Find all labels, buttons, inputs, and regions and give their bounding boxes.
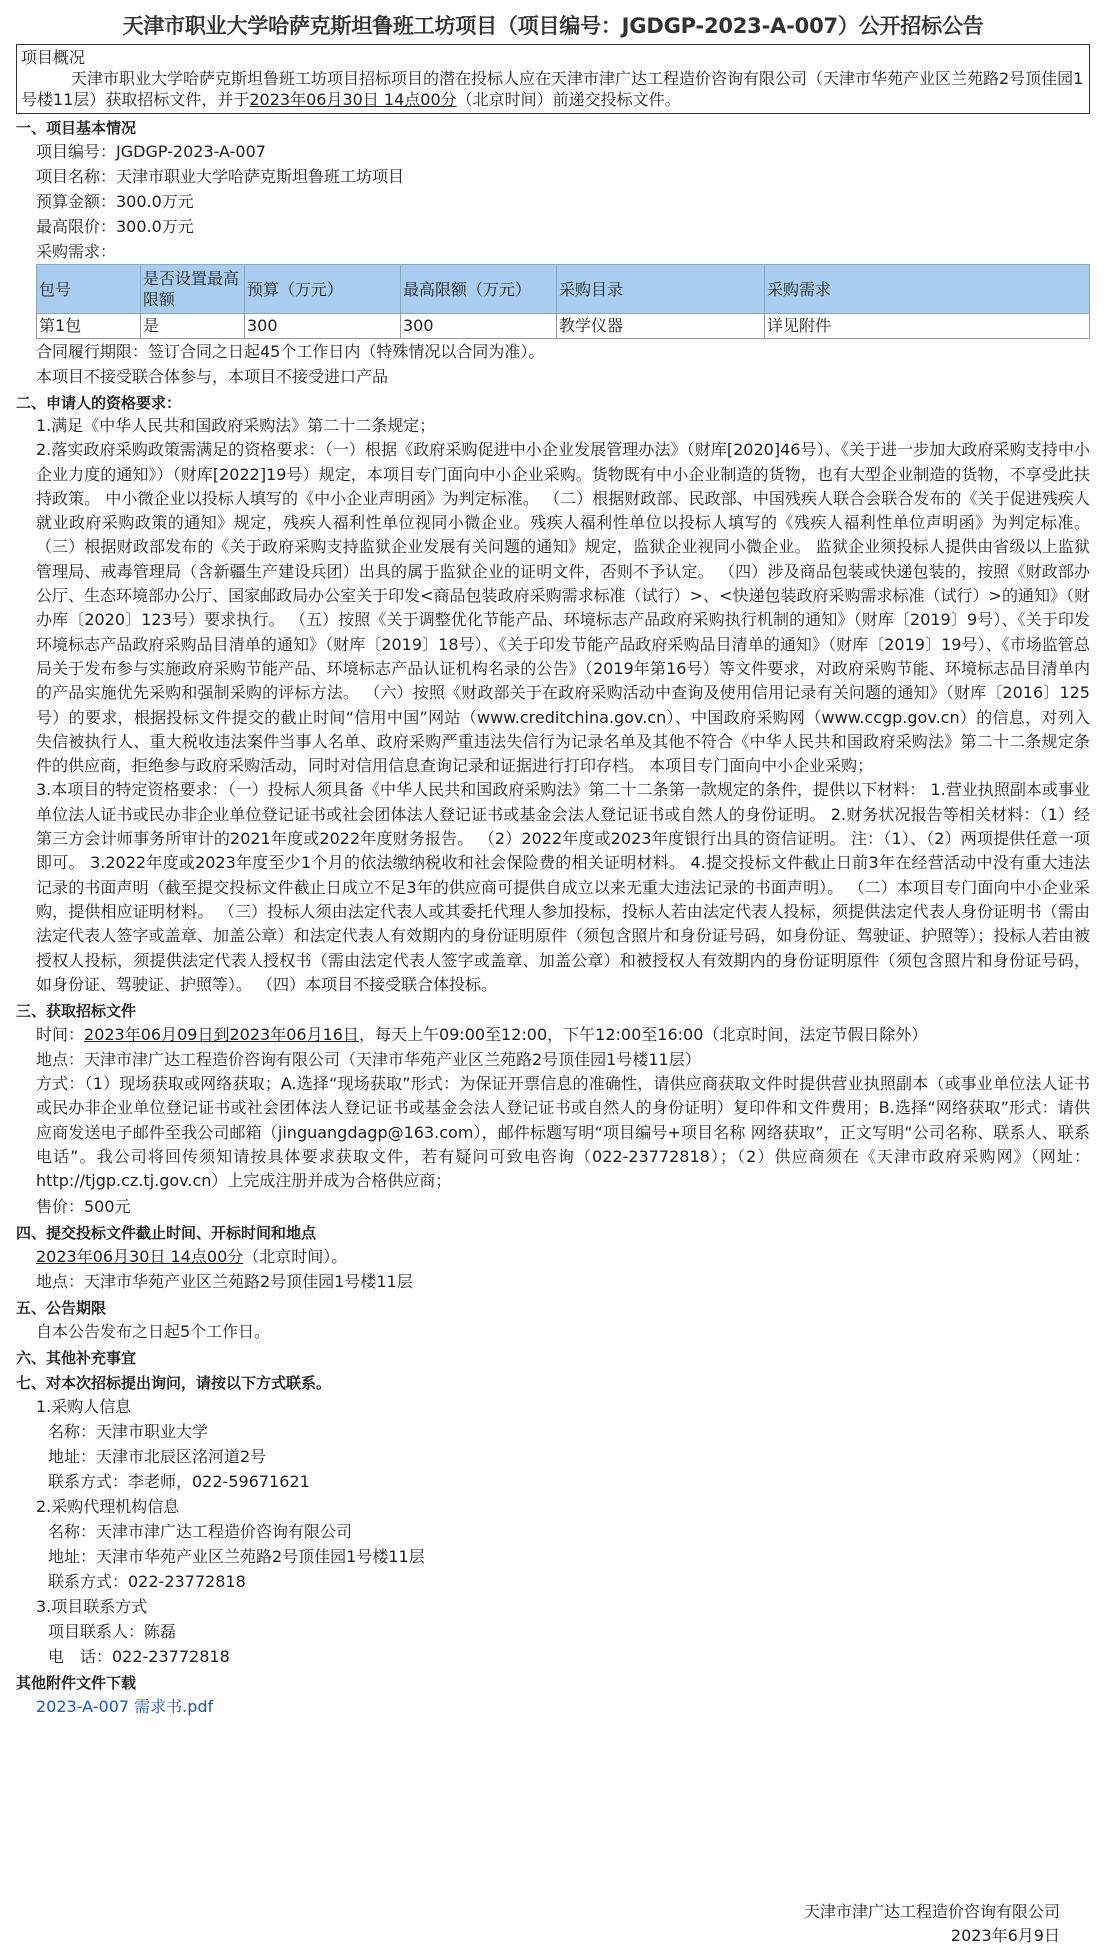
qualification-text — [16, 414, 1090, 997]
obtain-time-label: 时间： — [36, 1025, 85, 1045]
document-price: 售价：500元 — [36, 1196, 131, 1216]
table-cell: 300 — [401, 314, 557, 339]
table-header: 是否设置最高限额 — [141, 265, 245, 314]
qualification-item-1: 1.满足《中华人民共和国政府采购法》第二十二条规定； — [36, 416, 436, 435]
table-cell: 教学仪器 — [557, 314, 765, 339]
obtain-time-end: 2023年06月16日 — [229, 1025, 359, 1045]
page-title: 天津市职业大学哈萨克斯坦鲁班工坊项目（项目编号：JGDGP-2023-A-007）公开招标公告 — [122, 14, 984, 38]
buyer-address: 地址：天津市北辰区洺河道2号 — [48, 1446, 267, 1466]
overview-text-b: （北京时间）前递交投标文件。 — [456, 90, 681, 109]
obtain-time-start: 2023年06月09日 — [84, 1025, 214, 1045]
overview-deadline: 2023年06月30日 14点00分 — [249, 90, 457, 109]
section-2-heading: 二、申请人的资格要求： — [16, 394, 182, 412]
project-name: 项目名称：天津市职业大学哈萨克斯坦鲁班工坊项目 — [36, 167, 405, 186]
obtain-place: 地点：天津市津广达工程造价咨询有限公司（天津市华苑产业区兰苑路2号顶佳园1号楼11层） — [36, 1050, 701, 1070]
bid-deadline — [16, 1244, 1090, 1269]
table-cell: 是 — [141, 314, 245, 339]
bid-place: 地点：天津市华苑产业区兰苑路2号顶佳园1号楼11层 — [36, 1271, 413, 1291]
attachment-item — [16, 1694, 1090, 1719]
obtain-time — [16, 1022, 1090, 1047]
section-6-heading: 六、其他补充事宜 — [16, 1348, 137, 1367]
requirements-table — [36, 264, 1090, 339]
contract-period: 合同履行期限：签订合同之日起45个工作日内（特殊情况以合同为准）。 — [36, 342, 545, 361]
max-price: 最高限价：300.0万元 — [36, 217, 194, 236]
attachments-heading: 其他附件文件下载 — [16, 1673, 137, 1692]
overview-box — [16, 44, 1090, 114]
agent-name: 名称：天津市津广达工程造价咨询有限公司 — [48, 1521, 353, 1541]
procurement-needs-label: 采购需求： — [36, 242, 117, 261]
obtain-time-to: 到 — [213, 1025, 230, 1045]
bid-deadline-time: 2023年06月30日 14点00分 — [36, 1246, 244, 1266]
table-header: 最高限额（万元） — [401, 265, 557, 314]
table-header: 采购需求 — [765, 265, 1090, 314]
table-row — [37, 314, 1090, 339]
table-cell: 300 — [245, 314, 401, 339]
announcement-page — [16, 12, 1090, 1719]
section-3-heading: 三、获取招标文件 — [16, 1002, 137, 1021]
consortium-note: 本项目不接受联合体参与，本项目不接受进口产品 — [36, 367, 389, 386]
signature-org: 天津市津广达工程造价咨询有限公司 — [803, 1902, 1060, 1921]
obtain-method: 方式：（1）现场获取或网络获取；A.选择“现场获取”形式：为保证开票信息的准确性，请供应商获取文件时提供营业执照副本（或事业单位法人证书或民办非企业单位登记证书或社会团体法人登记证书或基金会法人登记证书或自然人的身份证明）复印件和文件费用；B.选择“网络获取”形式：请供应商发送电子邮件至我公司邮箱（jinguangdagp@163.com），邮件标题写明“项目编号+项目名称 网络获取”，正文写明“公司名称、联系人、联系电话”。我公司将回传须知请按具体要求获取文件，若有疑问可致电咨询（022-23772818）；（2）供应商须在《天津市政府采购网》（网址：http://tjgp.cz.tj.gov.cn）上完成注册并成为合格供应商； — [36, 1074, 1090, 1191]
table-header: 包号 — [37, 265, 141, 314]
bid-deadline-rest: （北京时间）。 — [243, 1246, 348, 1266]
table-cell: 第1包 — [37, 314, 141, 339]
signature-date: 2023年6月9日 — [950, 1926, 1060, 1945]
qualification-item-3: 3.本项目的特定资格要求：（一）投标人须具备《中华人民共和国政府采购法》第二十二条第一款规定的条件，提供以下材料： 1.营业执照副本或事业单位法人证书或民办非企业单位登记证书或社会团体法人登记证书或基金会法人登记证书或自然人的身份证明。 2.财务状况报告等相关材料：（1）经第三方会计师事务所审计的2021年度或2022年度财务报告。 （2）2022年度或2023年度银行出具的资信证明。 注：（1）、（2）两项提供任意一项即可。 3.2022年度或2023年度至少1个月的依法缴纳税收和社会保险费的相关证明材料。 4.提交投标文件截止日前3年在经营活动中没有重大违法记录的书面声明（截至提交投标文件截止日成立不足3年的供应商可提供自成立以来无重大违法记录的书面声明）。 （二）本项目专门面向中小企业采购，提供相应证明材料。 （三）投标人须由法定代表人或其委托代理人参加投标，投标人若由法定代表人投标，须提供法定代表人身份证明书（需由法定代表人签字或盖章、加盖公章）和法定代表人有效期内的身份证明原件（须包含照片和身份证号码，如身份证、驾驶证、护照等）；投标人若由被授权人投标，须提供法定代表人授权书（需由法定代表人签字或盖章、加盖公章）和被授权人有效期内的身份证明原件（须包含照片和身份证号码，如身份证、驾驶证、护照等）。 （四）本项目不接受联合体投标。 — [36, 780, 1090, 994]
buyer-contact: 联系方式：李老师，022-59671621 — [48, 1471, 310, 1491]
section-5-heading: 五、公告期限 — [16, 1298, 107, 1317]
section-4-heading: 四、提交投标文件截止时间、开标时间和地点 — [16, 1223, 317, 1242]
table-header-row — [37, 265, 1090, 314]
table-header: 预算（万元） — [245, 265, 401, 314]
buyer-name: 名称：天津市职业大学 — [48, 1421, 209, 1441]
table-cell: 详见附件 — [765, 314, 1090, 339]
attachment-link[interactable]: 2023-A-007 需求书.pdf — [36, 1696, 214, 1716]
qualification-item-2: 2.落实政府采购政策需满足的资格要求：（一）根据《政府采购促进中小企业发展管理办法》（财库[2020]46号）、《关于进一步加大政府采购支持中小企业力度的通知》）（财库[2022]19号）规定，本项目专门面向中小企业采购。货物既有中小企业制造的货物，也有大型企业制造的货物，不享受此扶持政策。 中小微企业以投标人填写的《中小企业声明函》为判定标准。 （二）根据财政部、民政部、中国残疾人联合会联合发布的《关于促进残疾人就业政府采购政策的通知》规定，残疾人福利性单位视同小微企业。残疾人福利性单位以投标人填写的《残疾人福利性单位声明函》为判定标准。 （三）根据财政部发布的《关于政府采购支持监狱企业发展有关问题的通知》规定，监狱企业视同小微企业。 监狱企业须投标人提供由省级以上监狱管理局、戒毒管理局（含新疆生产建设兵团）出具的属于监狱企业的证明文件，否则不予认定。 （四）涉及商品包装或快递包装的，按照《财政部办公厅、生态环境部办公厅、国家邮政局办公室关于印发<商品包装政府采购需求标准（试行）>、<快递包装政府采购需求标准（试行）>的通知》（财办库〔2020〕123号）要求执行。 （五）按照《关于调整优化节能产品、环境标志产品政府采购执行机制的通知》（财库〔2019〕9号）、《关于印发环境标志产品政府采购品目清单的通知》（财库〔2019〕18号）、《关于印发节能产品政府采购品目清单的通知》（财库〔2019〕19号）、《市场监管总局关于发布参与实施政府采购节能产品、环境标志产品认证机构名录的公告》（2019年第16号）等文件要求，对政府采购节能、环境标志品目清单内的产品实施优先采购和强制采购的评标方法。 （六）按照《财政部关于在政府采购活动中查询及使用信用记录有关问题的通知》（财库〔2016〕125号）的要求，根据投标文件提交的截止时间“信用中国”网站（www.creditchina.gov.cn）、中国政府采购网（www.ccgp.gov.cn）的信息，对列入失信被执行人、重大税收违法案件当事人名单、政府采购严重违法失信行为记录名单及其他不符合《中华人民共和国政府采购法》第二十二条规定条件的供应商，拒绝参与政府采购活动，同时对信用信息查询记录和证据进行打印存档。 本项目专门面向中小企业采购； — [36, 440, 1090, 776]
buyer-heading: 1.采购人信息 — [36, 1396, 132, 1416]
section-1-heading: 一、项目基本情况 — [16, 119, 137, 137]
project-contact-person: 项目联系人：陈磊 — [48, 1621, 177, 1641]
agent-address: 地址：天津市华苑产业区兰苑路2号顶佳园1号楼11层 — [48, 1546, 425, 1566]
overview-heading: 项目概况 — [21, 48, 86, 67]
overview-text-a: 天津市职业大学哈萨克斯坦鲁班工坊项目招标项目的潜在投标人应在天津市津广达工程造价咨询有限公司（天津市华苑产业区兰苑路2号顶佳园1号楼11层）获取招标文件，并于 — [21, 69, 1084, 109]
notice-period: 自本公告发布之日起5个工作日。 — [36, 1321, 271, 1341]
project-contact-phone: 电 话：022-23772818 — [48, 1646, 230, 1666]
overview-text — [21, 68, 1085, 110]
agent-contact: 联系方式：022-23772818 — [48, 1571, 246, 1591]
section-7-heading: 七、对本次招标提出询问，请按以下方式联系。 — [16, 1373, 332, 1392]
project-contact-heading: 3.项目联系方式 — [36, 1596, 148, 1616]
project-number: 项目编号：JGDGP-2023-A-007 — [36, 142, 266, 161]
budget-amount: 预算金额：300.0万元 — [36, 192, 194, 211]
obtain-time-rest: ，每天上午09:00至12:00，下午12:00至16:00（北京时间，法定节假日除外） — [358, 1025, 928, 1045]
agent-heading: 2.采购代理机构信息 — [36, 1496, 180, 1516]
table-header: 采购目录 — [557, 265, 765, 314]
